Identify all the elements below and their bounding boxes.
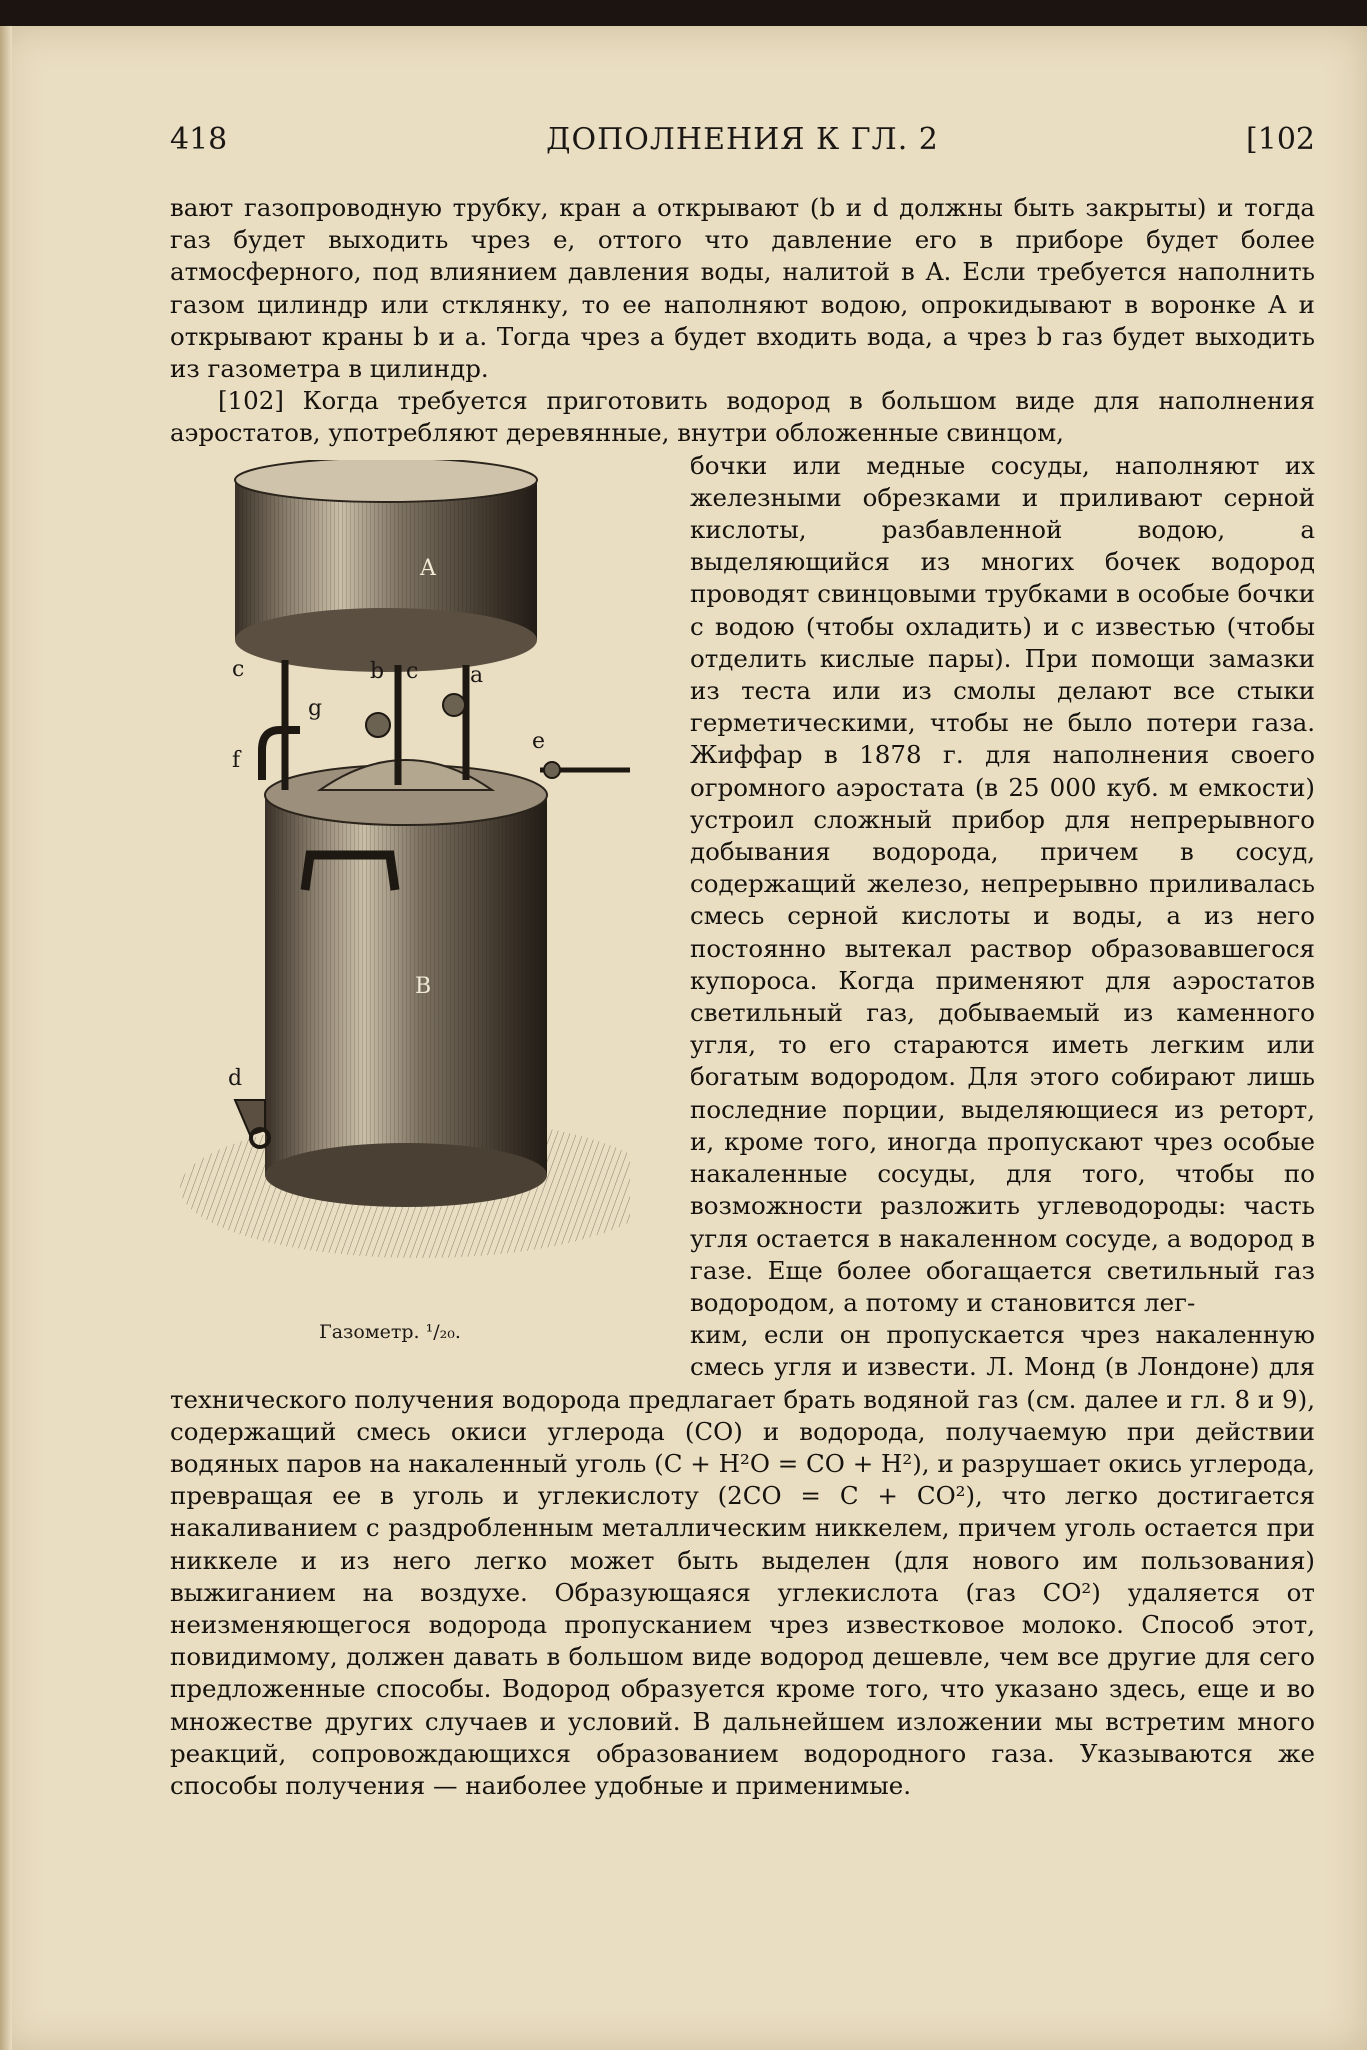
label-f: f bbox=[232, 747, 241, 773]
label-a: a bbox=[470, 662, 484, 688]
book-page bbox=[0, 26, 1367, 2050]
label-g: g bbox=[308, 695, 323, 721]
page-number: 418 bbox=[170, 122, 228, 157]
label-b: b bbox=[370, 658, 385, 684]
gasometer-illustration bbox=[170, 460, 630, 1300]
figure-caption: Газометр. ¹/₂₀. bbox=[319, 1320, 461, 1343]
paragraph-2-intro: [102] Когда требуется приготовить водород в большом виде для наполнения аэростатов, употребляют деревянные, внутри обложенные свинцом, bbox=[170, 386, 1315, 448]
label-d: d bbox=[228, 1065, 243, 1091]
paragraph-1: вают газопроводную трубку, кран a открывают (b и d должны быть закрыты) и тогда газ будет выходить чрез e, оттого что давление его в приборе будет более атмосферного, под влиянием давления воды, налитой в A. Если требуется наполнить газом цилиндр или стклянку, то ее наполняют водою, опрокидывают в воронке A и открывают краны b и a. Тогда чрез a будет входить вода, а чрез b газ будет выходить из газометра в цилиндр. bbox=[170, 193, 1315, 384]
label-c-left: c bbox=[232, 656, 245, 682]
paragraph-2-wrapped: бочки или медные сосуды, наполняют их железными обрезками и приливают серной кислоты, разбавленной водою, а выделяющийся из многих бочек водород проводят свинцовыми трубками в особые бочки с водою (чтобы охладить) и с известью (чтобы отделить кислые пары). При помощи замазки из теста или из смолы делают все стыки герметическими, чтобы не было потери газа. Жиффар в 1878 г. для наполнения своего огромного аэростата (в 25 000 куб. м емкости) устроил сложный прибор для непрерывного добывания водорода, причем в сосуд, содержащий железо, непрерывно приливалась смесь серной кислоты и воды, а из него постоянно вытекал раствор образовавшегося купороса. Когда применяют для аэростатов светильный газ, добываемый из каменного угля, то его стараются иметь легким или богатым водородом. Для этого собирают лишь последние порции, выделяющиеся из реторт, и, кроме того, иногда пропускают чрез особые накаленные сосуды, для того, чтобы по возможности разложить углеводороды: часть угля остается в накаленном сосуде, а водород в газе. Еще более обогащается светильный газ водородом, а потому и становится лег- bbox=[690, 450, 1315, 1317]
label-B: B bbox=[415, 973, 432, 999]
paragraph-2-continued: ким, если он пропускается чрез накаленную смесь угля и извести. Л. Монд (в Лондоне) для технического получения водорода предлагает брать водяной газ (см. далее и гл. 8 и 9), содержащий смесь окиси углерода (CO) и водорода, получаемую при действии водяных паров на накаленный уголь (C + H²O = CO + H²), и разрушает окись углерода, превращая ее в уголь и углекислоту (2CO = C + CO²), что легко достигается накаливанием с раздробленным металлическим никкелем, причем уголь остается при никкеле и из него легко может быть выделен (для нового им пользования) выжиганием на воздухе. Образующаяся углекислота (газ CO²) удаляется от неизменяющегося водорода пропусканием чрез известковое молоко. Способ этот, повидимому, должен давать в большом виде водород дешевле, чем все другие для сего предложенные способы. Водород образуется кроме того, что указано здесь, еще и во множестве других случаев и условий. В дальнейшем изложении мы встретим много реакций, сопровождающихся образованием водородного газа. Указываются же способы получения — наиболее удобные и применимые. bbox=[170, 1320, 1315, 1800]
body-text bbox=[170, 192, 1315, 1802]
page-header bbox=[170, 114, 1315, 164]
label-A: A bbox=[420, 555, 436, 581]
running-head: ДОПОЛНЕНИЯ К ГЛ. 2 bbox=[546, 122, 939, 157]
section-reference: [102 bbox=[1246, 122, 1315, 157]
label-e: e bbox=[532, 728, 546, 754]
page-spine bbox=[0, 26, 12, 2050]
gasometer-figure bbox=[170, 450, 670, 1366]
label-c-right: c bbox=[406, 658, 419, 684]
